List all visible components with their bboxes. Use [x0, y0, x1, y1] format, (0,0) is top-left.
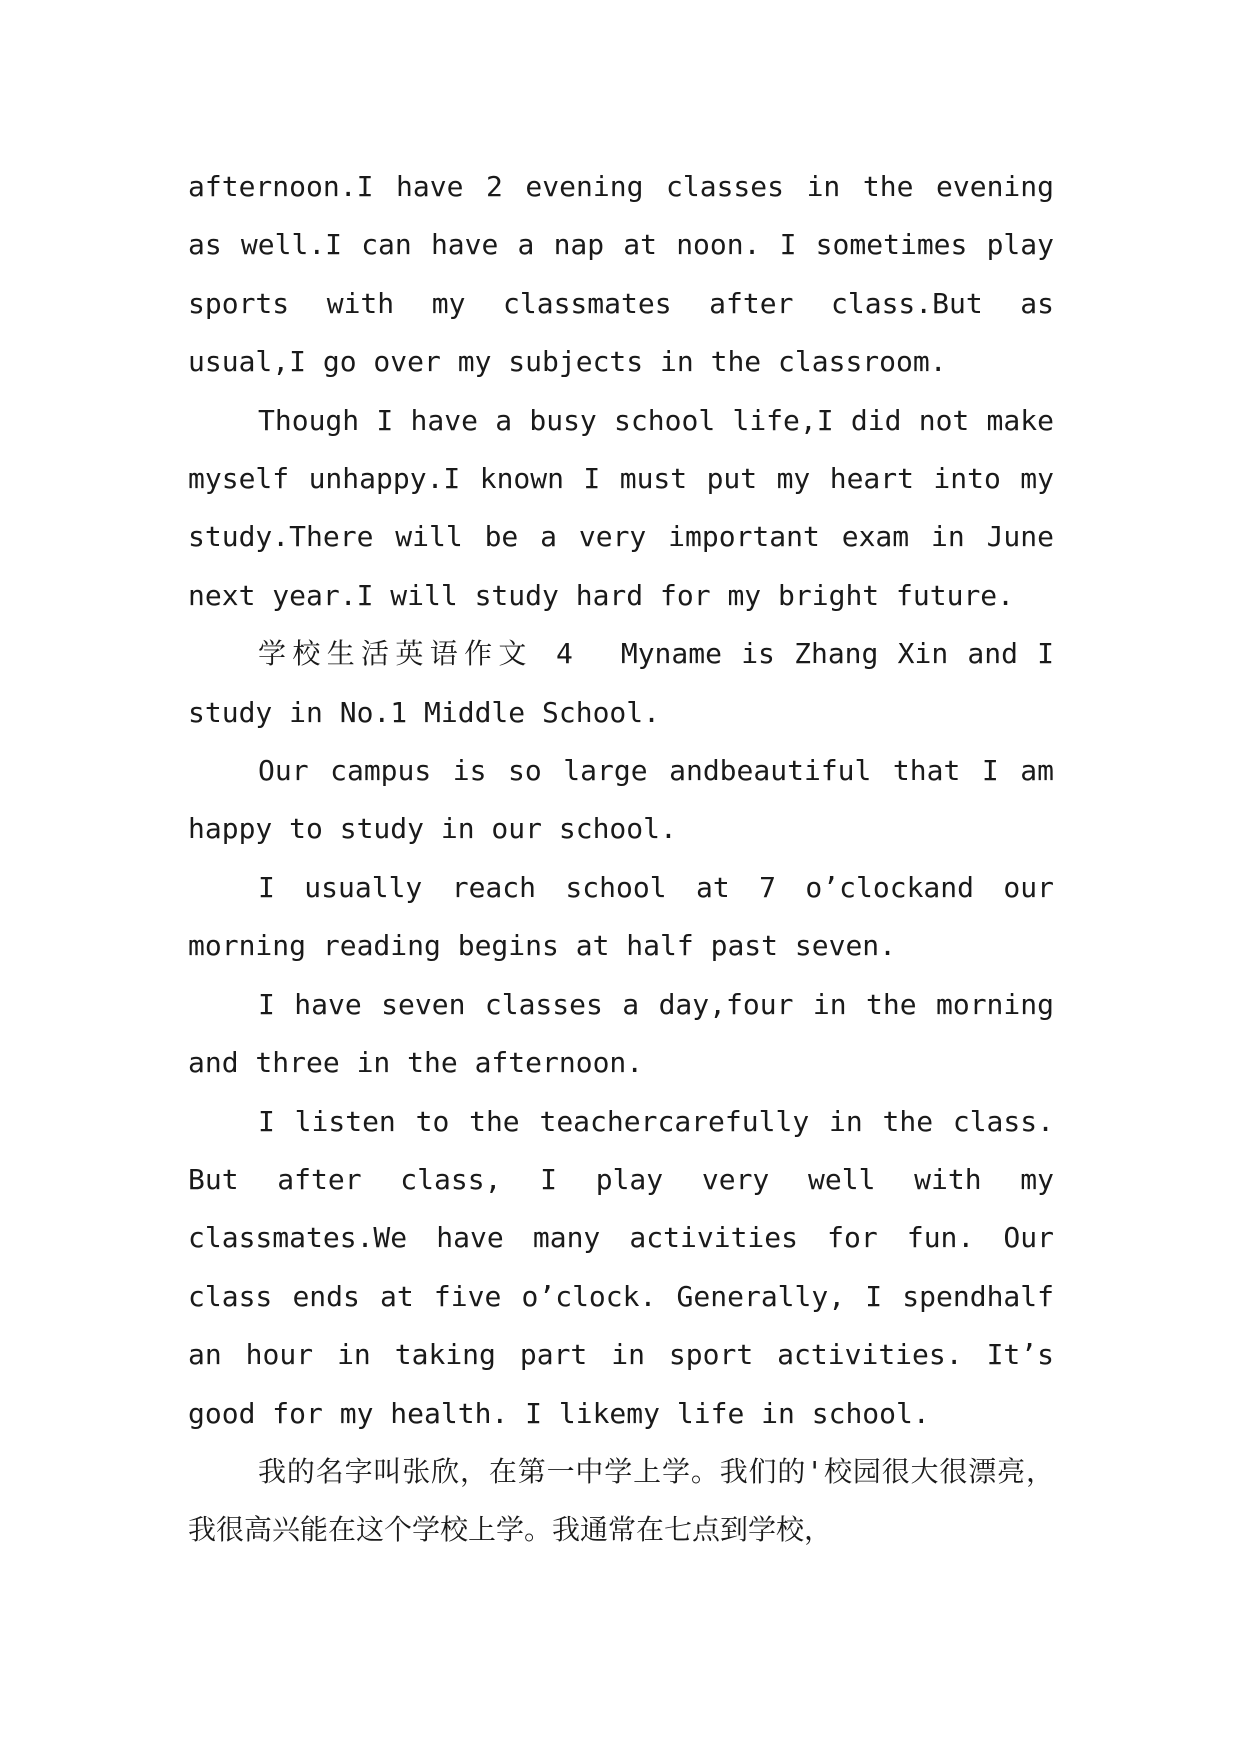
paragraph-7: I listen to the teachercarefully in the class. But after class, I play very well with my classmates.We have many activities for fun. Our class ends at five o’clock. Generally, I spendhalf an hour in taking part in sport activities. It’s good for my health. I likemy life in school.	[188, 1104, 1054, 1430]
paragraph-3	[188, 625, 1054, 742]
paragraph-5: I usually reach school at 7 o’clockand our morning reading begins at half past seven.	[188, 870, 1054, 963]
essay-body	[188, 158, 1054, 1560]
essay-heading: 学校生活英语作文 4	[258, 637, 577, 671]
paragraph-3-text: Myname is Zhang Xin and I study in No.1 Middle School.	[188, 637, 1055, 729]
paragraph-2: Though I have a busy school life,I did not make myself unhappy.I known I must put my heart into my study.There will be a very important exam in June next year.I will study hard for my bright future.	[188, 403, 1054, 612]
paragraph-8-chinese: 我的名字叫张欣，在第一中学上学。我们的'校园很大很漂亮，我很高兴能在这个学校上学。我通常在七点到学校，	[188, 1454, 1054, 1547]
paragraph-4: Our campus is so large andbeautiful that I am happy to study in our school.	[188, 754, 1054, 846]
paragraph-6: I have seven classes a day,four in the morning and three in the afternoon.	[188, 987, 1054, 1080]
paragraph-1: afternoon.I have 2 evening classes in the evening as well.I can have a nap at noon. I sometimes play sports with my classmates after class.But as usual,I go over my subjects in the classroom.	[188, 170, 1054, 379]
